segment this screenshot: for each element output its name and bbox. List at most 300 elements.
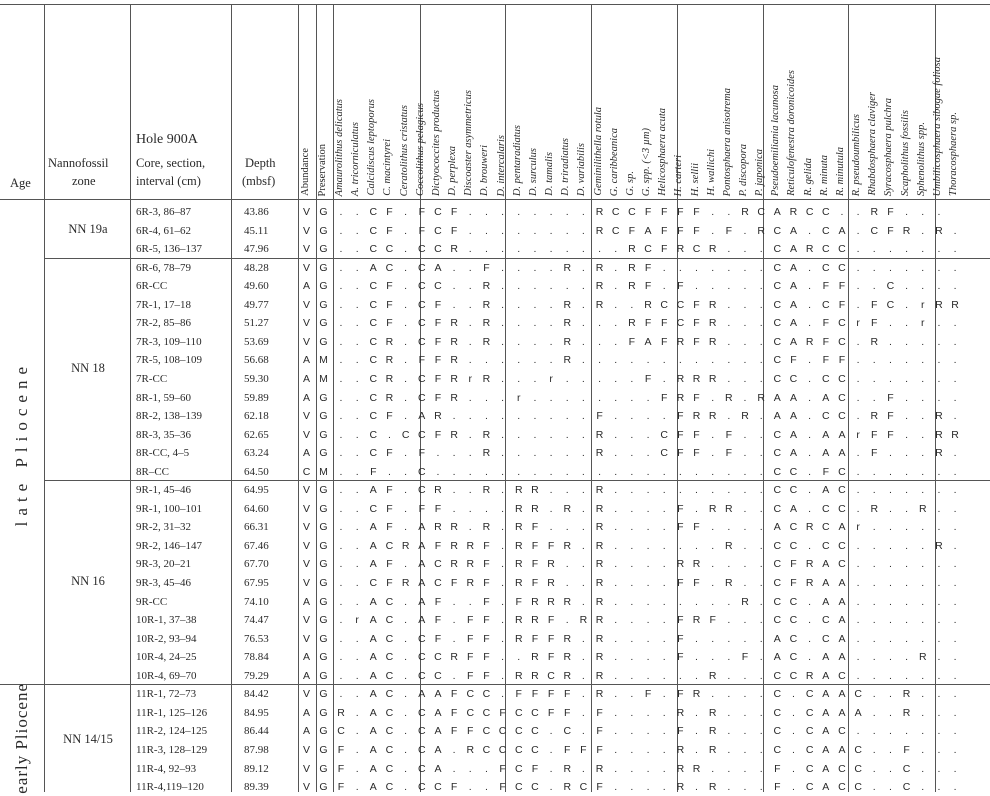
species-occurrence: F — [483, 539, 490, 552]
species-occurrence: . — [872, 743, 876, 756]
species-occurrence: . — [921, 743, 925, 756]
species-occurrence: . — [581, 372, 585, 385]
species-occurrence: C — [482, 725, 491, 738]
species-occurrence: . — [339, 632, 343, 645]
species-occurrence: . — [921, 465, 925, 478]
species-occurrence: R — [563, 669, 572, 682]
species-occurrence: . — [355, 669, 359, 682]
species-occurrence: C — [418, 391, 426, 404]
species-occurrence: . — [598, 335, 601, 348]
species-occurrence: F — [644, 372, 652, 385]
species-occurrence: F — [337, 743, 345, 756]
species-occurrence: . — [646, 447, 650, 460]
species-occurrence: A — [822, 651, 830, 664]
species-occurrence: . — [339, 354, 343, 367]
preservation-code: G — [319, 558, 328, 571]
species-header: Discoaster asymmetricus — [463, 90, 475, 196]
species-occurrence: . — [646, 725, 650, 738]
species-occurrence: . — [727, 354, 731, 367]
species-occurrence: C — [434, 243, 442, 256]
species-occurrence: C — [838, 725, 846, 738]
species-occurrence: . — [517, 354, 521, 367]
species-occurrence: C — [773, 743, 782, 756]
species-occurrence: F — [660, 224, 668, 237]
species-occurrence: F — [450, 577, 458, 589]
species-occurrence: r — [921, 317, 925, 330]
species-occurrence: F — [483, 595, 490, 608]
species-occurrence: . — [953, 725, 957, 738]
species-occurrence: . — [727, 614, 731, 627]
species-occurrence: F — [871, 428, 878, 441]
species-occurrence: C — [854, 762, 862, 775]
species-occurrence: . — [937, 502, 941, 515]
species-occurrence: . — [856, 725, 860, 738]
species-occurrence: . — [727, 743, 731, 756]
species-occurrence: R — [482, 521, 491, 534]
species-occurrence: . — [921, 688, 925, 701]
species-occurrence: F — [887, 224, 894, 237]
species-occurrence: C — [838, 484, 846, 497]
species-occurrence: F — [515, 595, 522, 608]
species-occurrence: . — [355, 539, 359, 552]
species-occurrence: . — [549, 484, 553, 497]
species-occurrence: . — [905, 317, 909, 330]
species-occurrence: C — [369, 335, 378, 348]
species-occurrence: . — [614, 465, 618, 478]
species-occurrence: R — [531, 484, 539, 497]
species-occurrence: C — [838, 502, 846, 515]
species-occurrence: F — [677, 224, 684, 237]
species-occurrence: . — [743, 614, 747, 627]
species-occurrence: F — [887, 391, 894, 404]
species-occurrence: A — [418, 577, 426, 589]
species-occurrence: R — [935, 428, 943, 441]
species-occurrence: . — [888, 688, 892, 701]
species-occurrence: C — [854, 688, 862, 701]
species-occurrence: F — [660, 335, 668, 348]
species-occurrence: . — [355, 706, 359, 719]
species-occurrence: . — [517, 428, 521, 441]
core-interval: 9R-3, 20–21 — [136, 558, 191, 571]
species-occurrence: . — [921, 539, 925, 552]
species-occurrence: F — [386, 317, 393, 330]
species-occurrence: R — [595, 688, 604, 701]
species-occurrence: R — [466, 577, 475, 589]
species-occurrence: F — [644, 206, 652, 218]
species-occurrence: F — [677, 614, 684, 627]
core-interval: 8R–CC — [136, 465, 170, 478]
abundance-code: A — [302, 391, 310, 404]
species-occurrence: . — [743, 335, 747, 348]
species-occurrence: . — [484, 243, 488, 256]
core-interval: 6R-4, 61–62 — [136, 224, 191, 237]
species-occurrence: . — [695, 354, 698, 367]
species-occurrence: F — [450, 781, 458, 794]
species-occurrence: . — [743, 391, 747, 404]
species-occurrence: . — [727, 781, 731, 794]
species-occurrence: R — [450, 391, 458, 404]
species-occurrence: . — [517, 298, 521, 311]
species-occurrence: . — [565, 577, 569, 589]
species-occurrence: . — [872, 669, 876, 682]
species-occurrence: . — [759, 354, 763, 367]
species-occurrence: . — [468, 354, 472, 367]
species-occurrence: . — [711, 651, 715, 664]
species-occurrence: . — [355, 354, 359, 367]
species-occurrence: R — [385, 391, 394, 404]
core-interval: 7R-3, 109–110 — [136, 335, 202, 348]
species-occurrence: . — [630, 688, 634, 701]
species-occurrence: R — [676, 372, 685, 385]
species-occurrence: . — [581, 651, 585, 664]
species-occurrence: . — [695, 669, 698, 682]
species-occurrence: R — [676, 781, 685, 794]
species-occurrence: C — [611, 224, 620, 237]
species-occurrence: . — [549, 762, 553, 775]
species-occurrence: C — [482, 706, 491, 719]
species-occurrence: . — [727, 465, 731, 478]
species-occurrence: . — [630, 539, 634, 552]
species-occurrence: . — [662, 502, 666, 515]
species-occurrence: . — [339, 335, 343, 348]
species-occurrence: . — [468, 428, 472, 441]
depth-value: 84.95 — [244, 706, 269, 719]
species-occurrence: F — [547, 632, 555, 645]
species-occurrence: . — [388, 428, 391, 441]
species-occurrence: . — [436, 465, 440, 478]
species-occurrence: . — [549, 261, 553, 274]
species-occurrence: R — [450, 335, 458, 348]
table-rule — [0, 199, 990, 200]
depth-value: 49.60 — [244, 280, 269, 293]
core-interval: 10R-1, 37–38 — [136, 614, 197, 627]
species-occurrence: . — [581, 558, 585, 571]
species-occurrence: C — [418, 725, 426, 738]
species-occurrence: . — [711, 224, 715, 237]
species-occurrence: . — [355, 410, 359, 423]
species-occurrence: R — [595, 595, 604, 608]
species-occurrence: F — [418, 354, 425, 367]
species-occurrence: R — [514, 669, 523, 682]
species-occurrence: . — [662, 558, 666, 571]
species-occurrence: . — [695, 484, 698, 497]
species-occurrence: . — [711, 595, 715, 608]
species-occurrence: F — [418, 447, 425, 460]
species-occurrence: . — [662, 410, 666, 423]
species-occurrence: . — [565, 224, 569, 237]
species-occurrence: . — [953, 224, 957, 237]
species-occurrence: F — [531, 688, 539, 701]
species-occurrence: R — [692, 410, 701, 423]
species-header: R. minutula — [834, 147, 846, 196]
species-occurrence: C — [805, 688, 814, 701]
species-occurrence: F — [337, 762, 345, 775]
species-occurrence: R — [595, 762, 604, 775]
species-occurrence: . — [630, 558, 634, 571]
preservation-code: G — [319, 410, 328, 423]
species-occurrence: R — [563, 335, 572, 348]
species-occurrence: . — [921, 447, 925, 460]
species-occurrence: . — [727, 688, 731, 701]
depth-value: 59.89 — [244, 391, 269, 404]
species-occurrence: . — [711, 428, 715, 441]
species-occurrence: . — [743, 706, 747, 719]
abundance-code: A — [302, 595, 310, 608]
species-occurrence: . — [549, 410, 553, 423]
species-occurrence: . — [905, 632, 909, 645]
species-occurrence: . — [662, 632, 666, 645]
species-occurrence: . — [501, 280, 505, 293]
species-occurrence: F — [677, 206, 684, 218]
species-occurrence: . — [630, 725, 634, 738]
species-occurrence: . — [888, 762, 892, 775]
species-occurrence: C — [773, 465, 782, 478]
species-occurrence: . — [759, 539, 763, 552]
species-occurrence: F — [774, 762, 781, 775]
species-occurrence: A — [838, 743, 846, 756]
depth-value: 74.10 — [244, 595, 269, 608]
species-occurrence: R — [579, 614, 588, 627]
species-header: Coccolithus pelagicus — [414, 102, 426, 196]
species-occurrence: . — [759, 261, 763, 274]
species-occurrence: r — [549, 372, 553, 385]
species-occurrence: . — [452, 595, 456, 608]
species-occurrence: . — [792, 706, 795, 719]
species-occurrence: . — [533, 372, 537, 385]
species-occurrence: R — [870, 335, 879, 348]
species-occurrence: . — [953, 558, 957, 571]
species-occurrence: . — [646, 484, 650, 497]
species-occurrence: . — [808, 280, 812, 293]
species-occurrence: F — [386, 558, 393, 571]
species-occurrence: F — [596, 410, 603, 423]
species-occurrence: R — [902, 706, 911, 719]
zone-label: NN 16 — [71, 574, 105, 589]
species-occurrence: . — [937, 372, 941, 385]
species-occurrence: . — [404, 595, 408, 608]
species-occurrence: F — [434, 354, 442, 367]
species-occurrence: F — [531, 539, 539, 552]
species-occurrence: R — [531, 651, 539, 664]
species-occurrence: C — [418, 632, 426, 645]
core-interval: 9R-1, 100–101 — [136, 502, 202, 515]
species-occurrence: . — [614, 447, 618, 460]
species-occurrence: . — [743, 688, 747, 701]
species-occurrence: . — [452, 410, 456, 423]
species-occurrence: C — [418, 669, 426, 682]
species-occurrence: . — [549, 521, 553, 534]
species-occurrence: . — [743, 465, 747, 478]
preservation-code: G — [319, 651, 328, 664]
species-occurrence: . — [921, 391, 925, 404]
species-occurrence: F — [628, 224, 636, 237]
species-occurrence: A — [838, 577, 846, 589]
species-occurrence: . — [468, 224, 472, 237]
species-occurrence: R — [595, 428, 604, 441]
species-occurrence: . — [517, 372, 521, 385]
species-occurrence: . — [905, 243, 909, 256]
species-occurrence: . — [759, 317, 763, 330]
species-occurrence: F — [434, 539, 442, 552]
species-occurrence: . — [921, 243, 925, 256]
species-occurrence: F — [418, 224, 425, 237]
preservation-code: G — [319, 577, 328, 589]
species-occurrence: R — [531, 595, 539, 608]
core-interval: 8R-3, 35–36 — [136, 428, 191, 441]
species-occurrence: R — [450, 651, 458, 664]
species-occurrence: . — [581, 762, 585, 775]
core-header-line1: Core, section, — [136, 156, 206, 170]
species-occurrence: . — [468, 484, 472, 497]
species-occurrence: . — [581, 447, 585, 460]
species-occurrence: . — [905, 651, 909, 664]
species-occurrence: . — [711, 577, 715, 589]
species-occurrence: . — [888, 335, 892, 348]
species-occurrence: . — [921, 484, 925, 497]
species-occurrence: . — [501, 224, 505, 237]
species-occurrence: . — [630, 743, 634, 756]
species-occurrence: . — [953, 688, 957, 701]
species-occurrence: . — [937, 781, 941, 794]
core-interval: 6R-5, 136–137 — [136, 243, 202, 256]
species-occurrence: . — [727, 335, 731, 348]
species-occurrence: . — [743, 502, 747, 515]
species-occurrence: R — [595, 261, 604, 274]
species-occurrence: . — [517, 651, 521, 664]
species-occurrence: . — [355, 725, 359, 738]
species-occurrence: . — [598, 465, 601, 478]
species-occurrence: A — [822, 558, 830, 571]
species-occurrence: R — [450, 372, 458, 385]
species-occurrence: . — [953, 614, 957, 627]
species-occurrence: . — [759, 484, 763, 497]
core-interval: 8R-2, 138–139 — [136, 410, 202, 423]
species-occurrence: C — [789, 372, 798, 385]
species-occurrence: . — [808, 354, 812, 367]
species-occurrence: R — [676, 762, 685, 775]
species-occurrence: . — [614, 706, 618, 719]
species-occurrence: . — [888, 484, 892, 497]
species-occurrence: R — [595, 280, 604, 293]
species-occurrence: . — [581, 595, 585, 608]
species-occurrence: F — [386, 224, 393, 237]
species-occurrence: F — [531, 577, 539, 589]
species-occurrence: C — [838, 372, 846, 385]
species-occurrence: . — [614, 577, 618, 589]
species-occurrence: A — [838, 428, 846, 441]
species-occurrence: F — [725, 224, 733, 237]
species-occurrence: . — [695, 706, 698, 719]
species-occurrence: . — [759, 243, 763, 256]
abundance-code: A — [302, 706, 310, 719]
species-occurrence: . — [581, 688, 585, 701]
species-occurrence: . — [501, 206, 505, 218]
species-occurrence: . — [549, 224, 553, 237]
abundance-code: V — [302, 484, 310, 497]
species-occurrence: . — [468, 465, 472, 478]
species-occurrence: F — [709, 614, 716, 627]
species-occurrence: . — [355, 651, 359, 664]
species-occurrence: R — [805, 577, 814, 589]
species-occurrence: . — [808, 465, 812, 478]
species-occurrence: . — [339, 669, 343, 682]
species-occurrence: . — [759, 781, 763, 794]
species-header: A. tricorniculatus — [350, 121, 362, 196]
core-interval: 6R-3, 86–87 — [136, 206, 191, 218]
species-occurrence: R — [563, 781, 572, 794]
species-occurrence: C — [789, 539, 798, 552]
species-occurrence: . — [695, 632, 698, 645]
species-occurrence: . — [549, 243, 553, 256]
species-occurrence: . — [921, 725, 925, 738]
species-occurrence: C — [418, 317, 426, 330]
species-occurrence: . — [484, 465, 488, 478]
species-occurrence: . — [355, 595, 359, 608]
species-occurrence: . — [856, 502, 860, 515]
species-occurrence: . — [937, 632, 941, 645]
species-occurrence: R — [466, 558, 475, 571]
species-occurrence: R — [676, 743, 685, 756]
species-occurrence: F — [822, 317, 829, 330]
species-occurrence: C — [660, 447, 668, 460]
species-occurrence: . — [662, 614, 666, 627]
depth-value: 76.53 — [244, 632, 269, 645]
species-occurrence: . — [646, 669, 650, 682]
species-header: Ceratolithus cristatus — [398, 104, 410, 196]
species-occurrence: F — [822, 335, 829, 348]
species-occurrence: . — [614, 502, 618, 515]
depth-value: 74.47 — [244, 614, 269, 627]
species-occurrence: C — [822, 521, 830, 534]
abundance-code: V — [302, 410, 310, 423]
species-occurrence: . — [339, 502, 343, 515]
species-occurrence: . — [565, 428, 569, 441]
species-occurrence: . — [937, 577, 941, 589]
species-occurrence: R — [595, 484, 604, 497]
species-occurrence: . — [872, 558, 876, 571]
species-occurrence: . — [872, 521, 876, 534]
species-occurrence: . — [468, 502, 472, 515]
depth-header-line2: (mbsf) — [242, 174, 276, 188]
species-occurrence: F — [531, 762, 539, 775]
species-occurrence: . — [872, 280, 876, 293]
species-occurrence: . — [856, 669, 860, 682]
abundance-code: V — [302, 688, 310, 701]
species-occurrence: . — [905, 372, 909, 385]
species-occurrence: C — [773, 280, 782, 293]
core-interval: 6R-6, 78–79 — [136, 261, 191, 274]
species-occurrence: . — [856, 206, 860, 218]
species-occurrence: . — [937, 280, 941, 293]
species-occurrence: R — [547, 595, 555, 608]
species-occurrence: C — [385, 651, 394, 664]
species-occurrence: . — [517, 447, 521, 460]
species-occurrence: . — [549, 428, 553, 441]
species-occurrence: C — [822, 243, 830, 256]
species-occurrence: . — [404, 669, 408, 682]
species-occurrence: . — [533, 335, 537, 348]
species-occurrence: . — [533, 298, 537, 311]
species-occurrence: r — [856, 428, 860, 441]
species-occurrence: F — [903, 743, 910, 756]
species-occurrence: . — [404, 614, 408, 627]
species-occurrence: . — [953, 669, 957, 682]
species-occurrence: R — [708, 410, 717, 423]
depth-value: 87.98 — [244, 743, 269, 756]
species-occurrence: . — [937, 243, 941, 256]
species-occurrence: . — [727, 261, 731, 274]
species-occurrence: . — [856, 614, 860, 627]
